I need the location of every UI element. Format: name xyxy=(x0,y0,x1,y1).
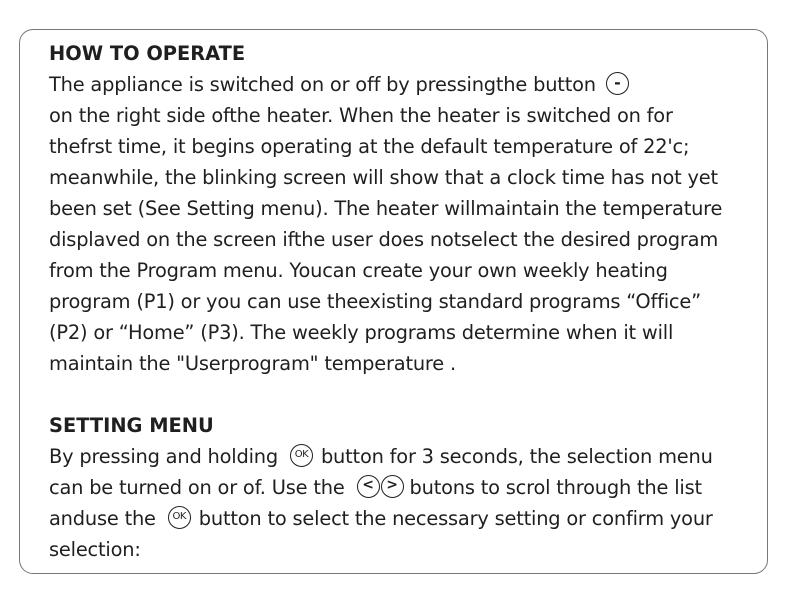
text-line xyxy=(49,69,749,100)
text-fragment: button for 3 seconds, the selection menu xyxy=(320,445,713,468)
text-line: on the right side ofthe heater. When the heater is switched on for xyxy=(49,104,673,127)
text-fragment: butons to scrol through the list xyxy=(409,476,702,499)
text-line: thefrst time, it begins operating at the default temperature of 22'c; xyxy=(49,135,690,158)
text-line: (P2) or “Home” (P3). The weekly programs determine when it will xyxy=(49,321,674,344)
section-heading-operate: HOW TO OPERATE xyxy=(49,42,246,65)
ok-button-icon: OK xyxy=(290,444,313,467)
right-arrow-icon: > xyxy=(381,475,404,498)
manual-text xyxy=(49,38,749,565)
paragraph-gap xyxy=(49,379,749,410)
text-fragment: The appliance is switched on or off by pressingthe button xyxy=(49,73,596,96)
power-button-icon: - xyxy=(606,72,629,95)
text-line: maintain the "Userprogram" temperature . xyxy=(49,352,456,375)
text-line xyxy=(49,472,749,503)
text-fragment: can be turned on or of. Use the xyxy=(49,476,345,499)
text-line: selection: xyxy=(49,538,141,561)
text-line: displaved on the screen ifthe user does notselect the desired program xyxy=(49,228,719,251)
text-line: meanwhile, the blinking screen will show that a clock time has not yet xyxy=(49,166,718,189)
text-line: program (P1) or you can use theexisting standard programs “Office” xyxy=(49,290,701,313)
text-fragment: By pressing and holding xyxy=(49,445,278,468)
ok-button-icon: OK xyxy=(168,506,191,529)
left-arrow-icon: < xyxy=(357,475,380,498)
section-heading-setting: SETTING MENU xyxy=(49,414,214,437)
text-line: from the Program menu. Youcan create your own weekly heating xyxy=(49,259,668,282)
text-line xyxy=(49,441,749,472)
text-fragment: button to select the necessary setting or confirm your xyxy=(198,507,713,530)
text-line: been set (See Setting menu). The heater willmaintain the temperature xyxy=(49,197,723,220)
text-line xyxy=(49,503,749,534)
text-fragment: anduse the xyxy=(49,507,156,530)
